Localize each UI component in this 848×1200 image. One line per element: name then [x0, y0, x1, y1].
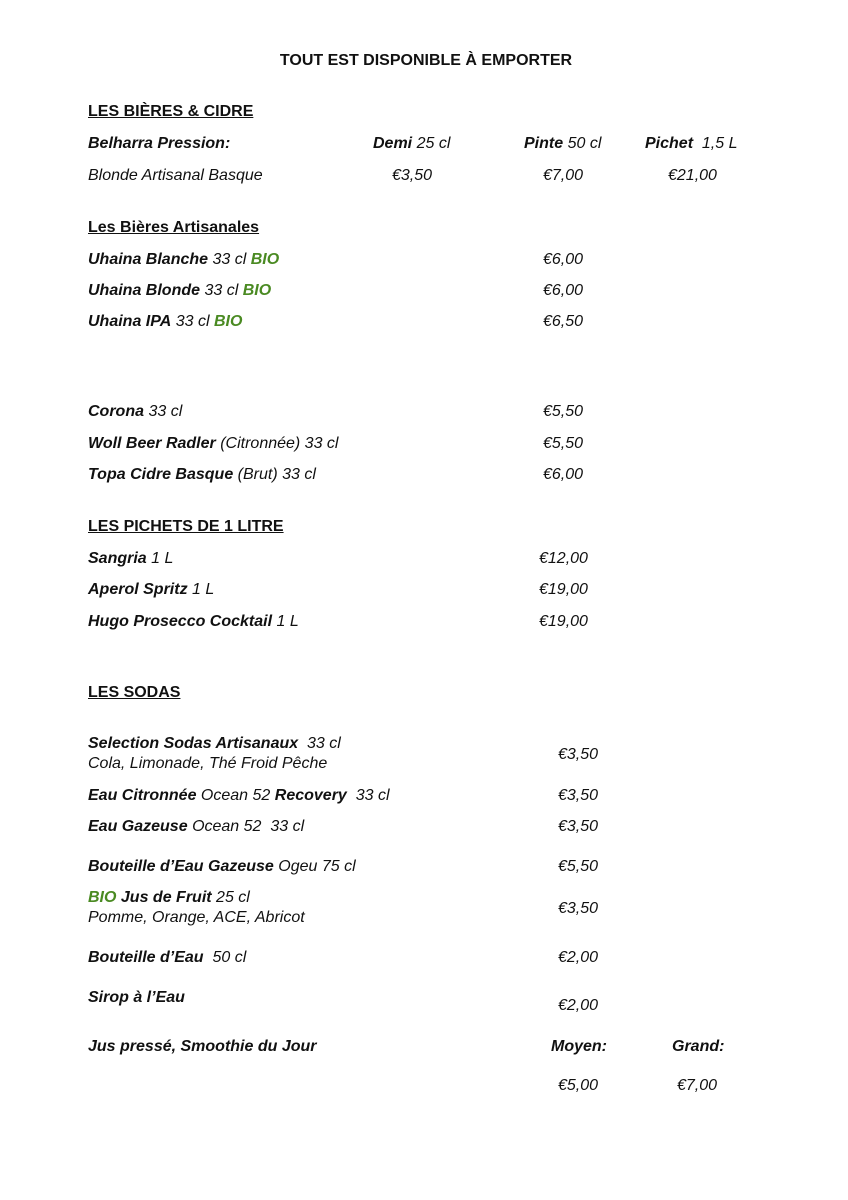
list-item: Topa Cidre Basque (Brut) 33 cl [88, 466, 316, 483]
item-price: €3,50 [558, 900, 599, 917]
list-item: Sangria 1 L [88, 550, 174, 567]
list-item: Uhaina Blanche 33 cl BIO [88, 251, 280, 268]
item-price: €19,00 [539, 581, 588, 598]
demi-header: Demi 25 cl [373, 135, 451, 152]
list-item: Eau Gazeuse Ocean 52 33 cl [88, 818, 305, 835]
subsection-heading-artisanales: Les Bières Artisanales [88, 219, 260, 236]
pichet-header: Pichet 1,5 L [645, 135, 738, 152]
item-price: €3,50 [558, 746, 599, 763]
item-price: €5,50 [543, 403, 584, 420]
item-price: €6,00 [543, 282, 584, 299]
pinte-header: Pinte 50 cl [524, 135, 602, 152]
item-price: €19,00 [539, 613, 588, 630]
list-item: Uhaina IPA 33 cl BIO [88, 313, 243, 330]
pichet-price: €21,00 [668, 167, 717, 184]
moyen-header: Moyen: [551, 1038, 607, 1055]
list-item: Woll Beer Radler (Citronnée) 33 cl [88, 435, 339, 452]
moyen-price: €5,00 [558, 1077, 599, 1094]
selection-sodas-desc: Cola, Limonade, Thé Froid Pêche [88, 755, 328, 772]
list-item: Jus pressé, Smoothie du Jour [88, 1038, 317, 1055]
bio-badge: BIO [88, 889, 117, 906]
list-item: Aperol Spritz 1 L [88, 581, 215, 598]
selection-sodas-name: Selection Sodas Artisanaux 33 cl [88, 735, 341, 752]
bio-badge: BIO [213, 313, 243, 330]
item-price: €12,00 [539, 550, 588, 567]
blonde-desc: Blonde Artisanal Basque [88, 167, 263, 184]
jus-de-fruit-desc: Pomme, Orange, ACE, Abricot [88, 909, 305, 926]
item-price: €3,50 [558, 818, 599, 835]
list-item: Corona 33 cl [88, 403, 183, 420]
section-heading-bieres: LES BIÈRES & CIDRE [88, 103, 254, 120]
list-item: Bouteille d’Eau Gazeuse Ogeu 75 cl [88, 858, 356, 875]
item-price: €6,50 [543, 313, 584, 330]
pinte-price: €7,00 [543, 167, 584, 184]
item-price: €5,50 [558, 858, 599, 875]
section-heading-pichets: LES PICHETS DE 1 LITRE [88, 518, 284, 535]
item-price: €6,00 [543, 251, 584, 268]
page-title: TOUT EST DISPONIBLE À EMPORTER [279, 52, 573, 69]
grand-price: €7,00 [677, 1077, 718, 1094]
grand-header: Grand: [672, 1038, 725, 1055]
demi-price: €3,50 [392, 167, 433, 184]
bio-badge: BIO [250, 251, 280, 268]
item-price: €5,50 [543, 435, 584, 452]
jus-de-fruit-name: BIO Jus de Fruit 25 cl [88, 889, 250, 906]
item-price: €2,00 [558, 997, 599, 1014]
list-item: Sirop à l’Eau [88, 989, 185, 1006]
list-item: Hugo Prosecco Cocktail 1 L [88, 613, 299, 630]
pression-name: Belharra Pression: [88, 135, 231, 152]
item-price: €3,50 [558, 787, 599, 804]
list-item: Eau Citronnée Ocean 52 Recovery 33 cl [88, 787, 390, 804]
list-item: Uhaina Blonde 33 cl BIO [88, 282, 272, 299]
list-item: Bouteille d’Eau 50 cl [88, 949, 247, 966]
item-price: €2,00 [558, 949, 599, 966]
section-heading-sodas: LES SODAS [88, 684, 181, 701]
bio-badge: BIO [242, 282, 272, 299]
item-price: €6,00 [543, 466, 584, 483]
